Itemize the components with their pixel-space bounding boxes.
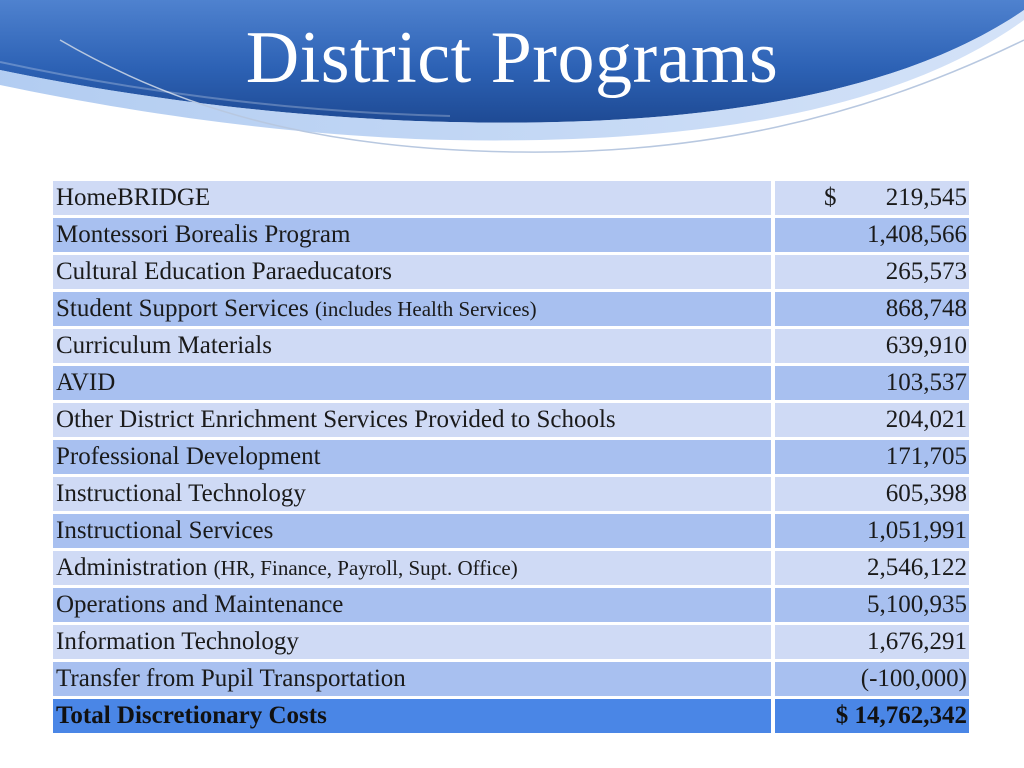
table-row: [53, 181, 969, 215]
table-row: [53, 403, 969, 437]
program-name: Transfer from Pupil Transportation: [53, 662, 775, 696]
table-row: [53, 514, 969, 548]
total-amount: $ 14,762,342: [775, 699, 969, 733]
program-amount: 1,051,991: [775, 514, 969, 548]
program-note: (HR, Finance, Payroll, Supt. Office): [213, 556, 518, 580]
table-row: [53, 329, 969, 363]
page-title: District Programs: [245, 17, 779, 99]
program-amount: 265,573: [775, 255, 969, 289]
table-row: [53, 292, 969, 326]
table-row: [53, 366, 969, 400]
program-name: Other District Enrichment Services Provided to Schools: [53, 403, 775, 437]
table-row: [53, 588, 969, 622]
program-amount: 639,910: [775, 329, 969, 363]
program-amount: 1,408,566: [775, 218, 969, 252]
budget-table: [53, 178, 969, 736]
table-row: [53, 440, 969, 474]
program-name: AVID: [53, 366, 775, 400]
program-name: Instructional Services: [53, 514, 775, 548]
program-name: Student Support Services (includes Health Services): [53, 292, 775, 326]
program-name: Information Technology: [53, 625, 775, 659]
program-name: Administration (HR, Finance, Payroll, Supt. Office): [53, 551, 775, 585]
program-name: Curriculum Materials: [53, 329, 775, 363]
program-amount: 204,021: [775, 403, 969, 437]
program-name: HomeBRIDGE: [53, 181, 775, 215]
program-amount: 605,398: [775, 477, 969, 511]
table-row: [53, 255, 969, 289]
table-row: [53, 625, 969, 659]
program-name: Cultural Education Paraeducators: [53, 255, 775, 289]
program-note: (includes Health Services): [315, 297, 537, 321]
program-amount: 103,537: [775, 366, 969, 400]
program-amount: 868,748: [775, 292, 969, 326]
table-row: [53, 477, 969, 511]
program-name: Professional Development: [53, 440, 775, 474]
program-amount: 5,100,935: [775, 588, 969, 622]
program-name: Operations and Maintenance: [53, 588, 775, 622]
program-name: Montessori Borealis Program: [53, 218, 775, 252]
currency-symbol: $: [824, 184, 837, 211]
program-amount: 171,705: [775, 440, 969, 474]
program-amount: $ 219,545: [775, 181, 969, 215]
table-row: [53, 662, 969, 696]
program-amount: 1,676,291: [775, 625, 969, 659]
table-row: [53, 218, 969, 252]
program-name: Instructional Technology: [53, 477, 775, 511]
total-row: [53, 699, 969, 733]
program-amount: 2,546,122: [775, 551, 969, 585]
total-label: Total Discretionary Costs: [53, 699, 775, 733]
program-amount: (-100,000): [775, 662, 969, 696]
table-row: [53, 551, 969, 585]
